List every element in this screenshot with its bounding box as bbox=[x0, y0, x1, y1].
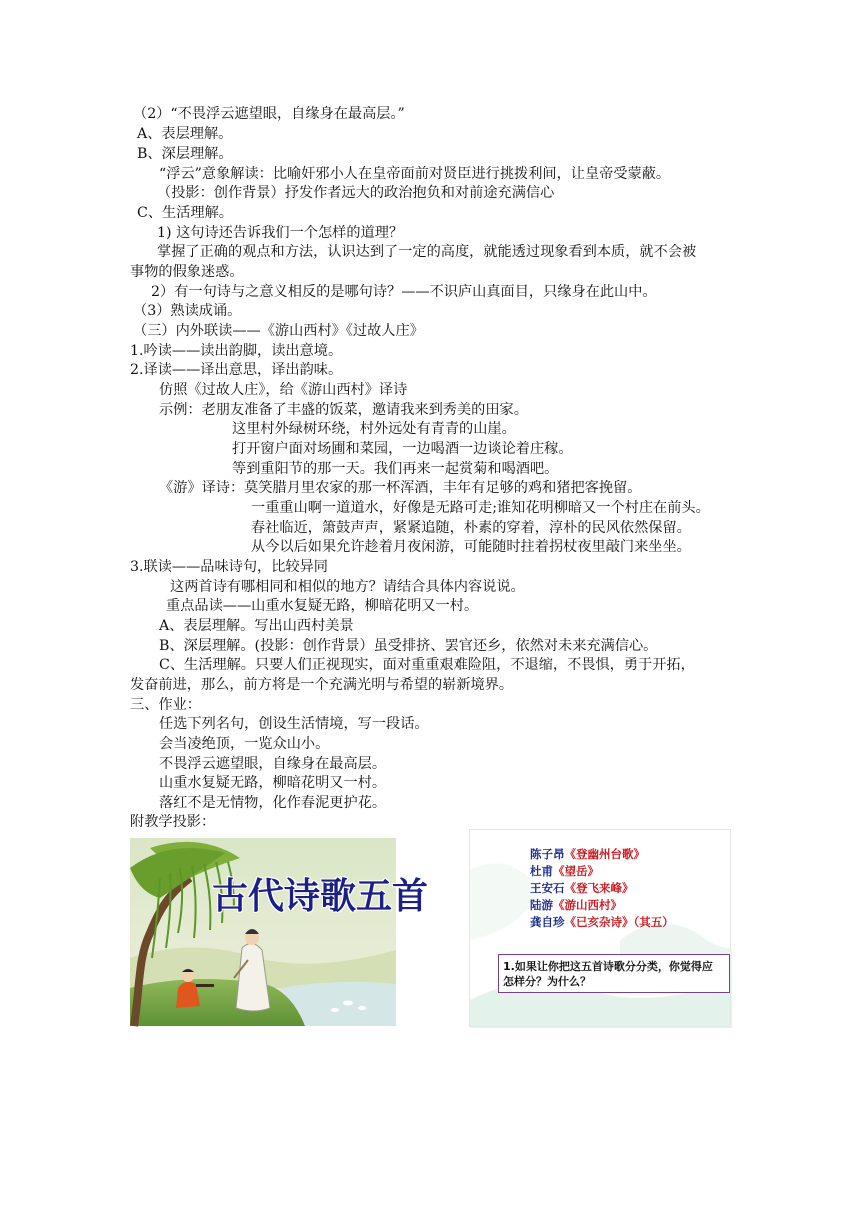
text-line: 打开窗户面对场圃和菜园，一边喝酒一边谈论着庄稼。 bbox=[232, 441, 573, 457]
poem-entry: 王安石《登飞来峰》 bbox=[530, 881, 634, 895]
text-line: （3）熟读成诵。 bbox=[133, 303, 242, 319]
text-line: （2）“不畏浮云遮望眼，自缘身在最高层。” bbox=[133, 106, 405, 122]
text-line: 3.联读——品味诗句，比较异同 bbox=[130, 559, 328, 575]
poem-entry: 陆游《游山西村》 bbox=[530, 898, 622, 912]
text-line: 事物的假象迷惑。 bbox=[130, 264, 244, 280]
poem-entry: 杜甫《望岳》 bbox=[530, 864, 599, 878]
text-line: B、深层理解。(投影：创作背景）虽受排挤、罢官还乡，依然对未来充满信心。 bbox=[159, 638, 658, 654]
text-line: 春社临近，箫鼓声声，紧紧追随，朴素的穿着，淳朴的民风依然保留。 bbox=[251, 520, 691, 536]
slide-poem-list bbox=[469, 829, 731, 1027]
text-line: A、表层理解。 bbox=[137, 126, 233, 142]
text-line: 掌握了正确的观点和方法，认识达到了一定的高度，就能透过现象看到本质，就不会被 bbox=[157, 244, 697, 260]
text-line: 这里村外绿树环绕，村外远处有青青的山崖。 bbox=[232, 421, 516, 437]
question-text: 1.如果让你把这五首诗歌分分类，你觉得应怎样分？为什么？ bbox=[503, 960, 713, 988]
text-line: 发奋前进，那么，前方将是一个充满光明与希望的崭新境界。 bbox=[130, 677, 514, 693]
poem-entry: 龚自珍《已亥杂诗》（其五） bbox=[530, 915, 674, 929]
landscape-illustration bbox=[130, 838, 396, 1026]
text-line: 山重水复疑无路，柳暗花明又一村。 bbox=[159, 775, 387, 791]
text-line: 会当凌绝顶，一览众山小。 bbox=[159, 736, 330, 752]
text-line: 重点品读——山重水复疑无路，柳暗花明又一村。 bbox=[166, 598, 479, 614]
text-line: “浮云”意象解读：比喻奸邪小人在皇帝面前对贤臣进行挑拨利间，让皇帝受蒙蔽。 bbox=[159, 166, 671, 182]
text-line: 任选下列名句，创设生活情境，写一段话。 bbox=[159, 716, 429, 732]
text-line: 这两首诗有哪相同和相似的地方？请结合具体内容说说。 bbox=[170, 579, 525, 595]
text-line: （三）内外联读——《游山西村》《过故人庄》 bbox=[133, 323, 424, 339]
text-line: 示例：老朋友准备了丰盛的饭菜，邀请我来到秀美的田家。 bbox=[159, 402, 528, 418]
text-line: A、表层理解。写出山西村美景 bbox=[159, 618, 354, 634]
text-line: 不畏浮云遮望眼，自缘身在最高层。 bbox=[159, 756, 387, 772]
text-line: 落红不是无情物，化作春泥更护花。 bbox=[159, 795, 387, 811]
text-line: 2）有一句诗与之意义相反的是哪句诗？——不识庐山真面目，只缘身在此山中。 bbox=[151, 284, 657, 300]
text-line: C、生活理解。只要人们正视现实，面对重重艰难险阻，不退缩，不畏惧，勇于开拓， bbox=[159, 657, 695, 673]
text-line: 从今以后如果允许趁着月夜闲游，可能随时拄着拐杖夜里敲门来坐坐。 bbox=[251, 539, 691, 555]
slide-title: 古代诗歌五首 bbox=[212, 876, 429, 917]
slide-title-image bbox=[130, 838, 429, 1026]
text-line: B、深层理解。 bbox=[137, 146, 233, 162]
text-line: 三、作业： bbox=[130, 697, 201, 713]
text-line: 2.译读——译出意思，译出韵味。 bbox=[130, 362, 343, 378]
text-line: C、生活理解。 bbox=[137, 205, 233, 221]
text-line: 附教学投影： bbox=[130, 814, 216, 830]
text-line: 1) 这句诗还告诉我们一个怎样的道理？ bbox=[157, 225, 404, 241]
text-line: （投影：创作背景）抒发作者远大的政治抱负和对前途充满信心 bbox=[157, 185, 555, 201]
text-line: 仿照《过故人庄》，给《游山西村》译诗 bbox=[159, 382, 408, 398]
text-line: 等到重阳节的那一天。我们再来一起赏菊和喝酒吧。 bbox=[232, 461, 559, 477]
text-line: 1.吟读——读出韵脚，读出意境。 bbox=[130, 343, 343, 359]
poem-entry: 陈子昂《登幽州台歌》 bbox=[530, 847, 645, 861]
question-box bbox=[498, 954, 730, 993]
text-line: 一重重山啊一道道水，好像是无路可走;谁知花明柳暗又一个村庄在前头。 bbox=[251, 500, 710, 516]
text-line: 《游》译诗：莫笑腊月里农家的那一杯浑酒，丰年有足够的鸡和猪把客挽留。 bbox=[159, 480, 642, 496]
